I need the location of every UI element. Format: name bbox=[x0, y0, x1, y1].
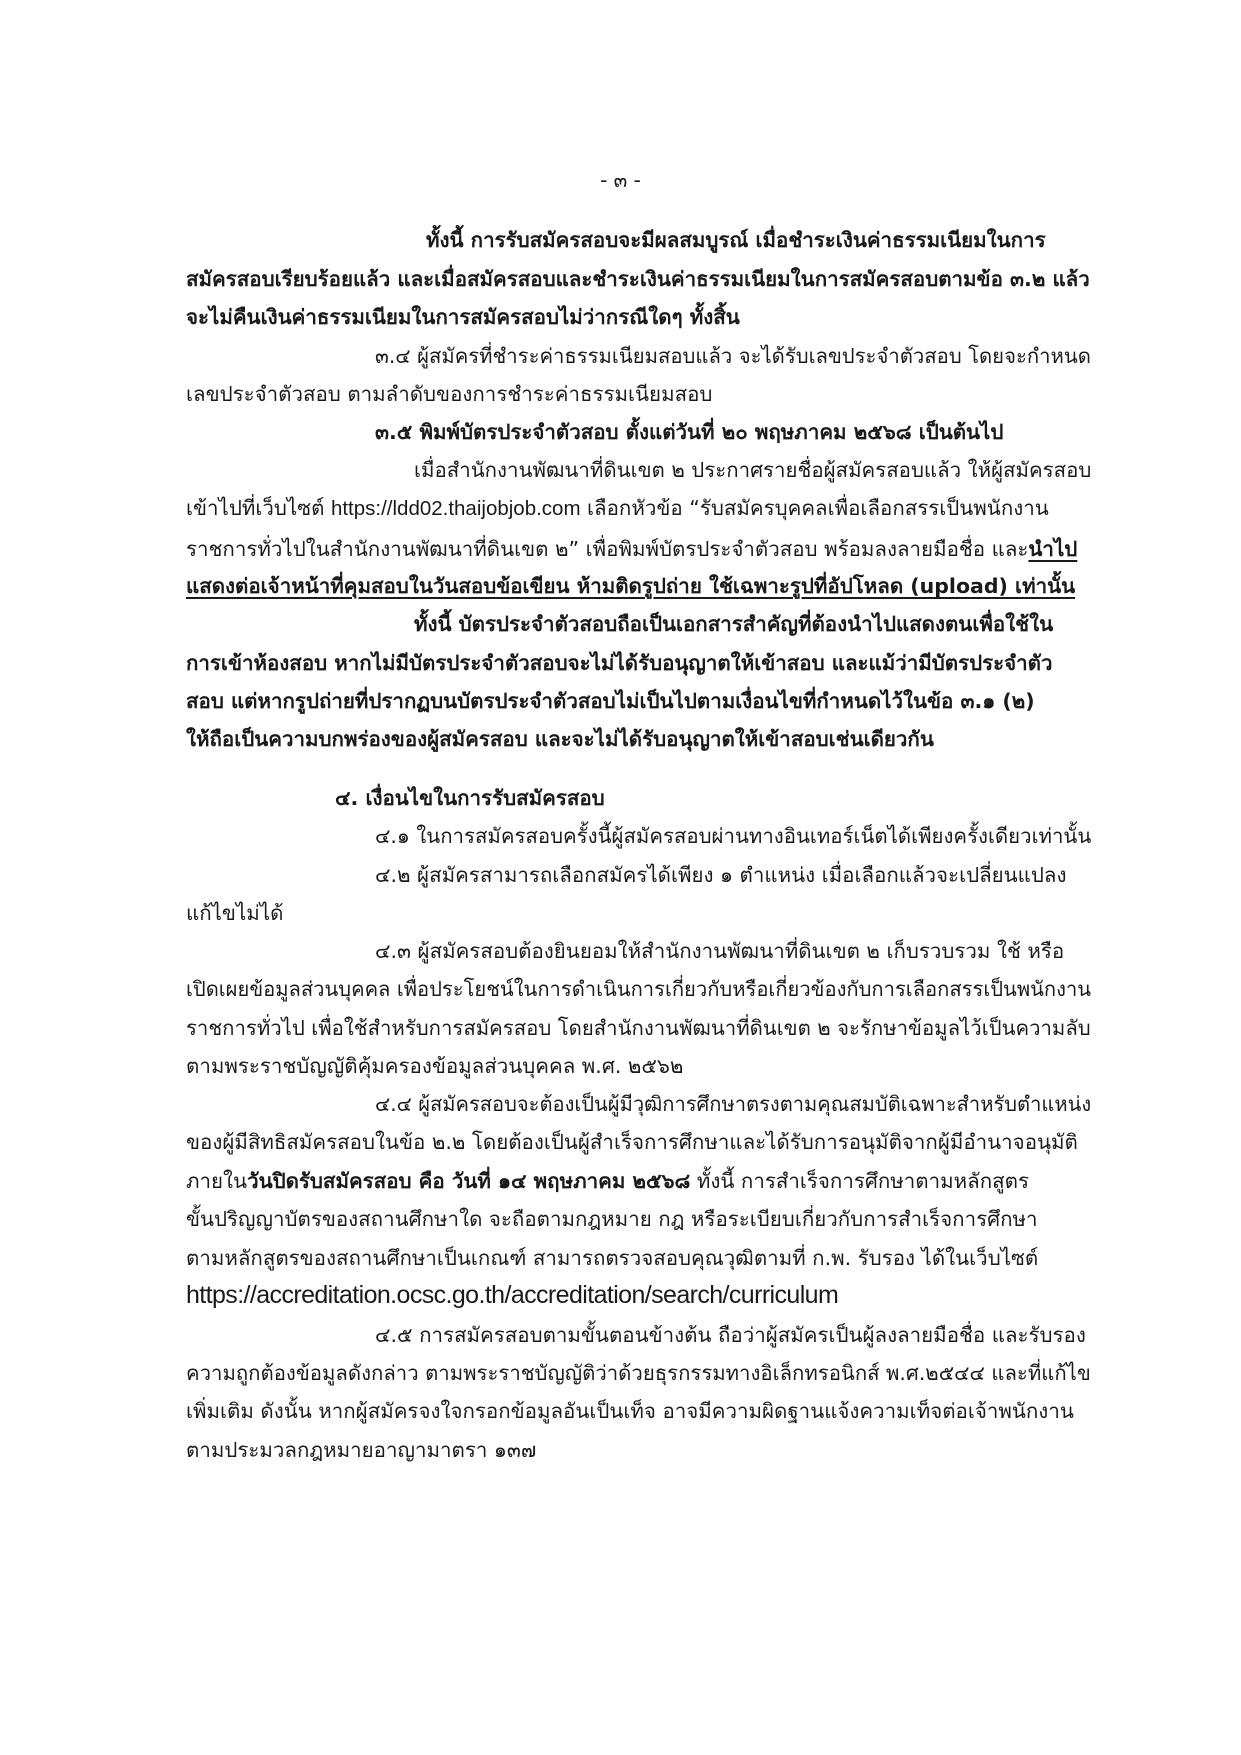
item-3-5-line-2-text: เข้าไปที่เว็บไซต์ bbox=[186, 496, 331, 520]
fee-line-1: ทั้งนี้ การรับสมัครสอบจะมีผลสมบูรณ์ เมื่อชำระเงินค่าธรรมเนียมในการ bbox=[426, 228, 1046, 252]
card-line-3: สอบ แต่หากรูปถ่ายที่ปรากฏบนบัตรประจำตัวสอบไม่เป็นไปตามเงื่อนไขที่กำหนดไว้ในข้อ ๓.๑ (๒) bbox=[186, 689, 1035, 713]
item-4-3-line-3: ราชการทั่วไป เพื่อใช้สำหรับการสมัครสอบ โดยสำนักงานพัฒนาที่ดินเขต ๒ จะรักษาข้อมูลไว้เป็นความลับ bbox=[186, 1016, 1091, 1040]
item-4-4-line-2: ของผู้มีสิทธิสมัครสอบในข้อ ๒.๒ โดยต้องเป็นผู้สำเร็จการศึกษาและได้รับการอนุมัติจากผู้มีอำนาจอนุมัติ bbox=[186, 1130, 1078, 1154]
fee-line-3: จะไม่คืนเงินค่าธรรมเนียมในการสมัครสอบไม่ว่ากรณีใดๆ ทั้งสิ้น bbox=[186, 305, 740, 329]
item-4-4-line-3 bbox=[186, 1166, 1029, 1196]
section-4-heading: ๔. เงื่อนไขในการรับสมัครสอบ bbox=[335, 786, 605, 810]
card-line-1: ทั้งนี้ บัตรประจำตัวสอบถือเป็นเอกสารสำคัญที่ต้องนำไปแสดงตนเพื่อใช้ใน bbox=[414, 612, 1054, 636]
item-4-5-line-1: ๔.๕ การสมัครสอบตามขั้นตอนข้างต้น ถือว่าผู้สมัครเป็นผู้ลงลายมือชื่อ และรับรอง bbox=[375, 1323, 1086, 1347]
item-3-4-line-1: ๓.๔ ผู้สมัครที่ชำระค่าธรรมเนียมสอบแล้ว จะได้รับเลขประจำตัวสอบ โดยจะกำหนด bbox=[375, 344, 1091, 368]
item-4-4-line-3-rest: ทั้งนี้ การสำเร็จการศึกษาตามหลักสูตร bbox=[690, 1169, 1029, 1193]
card-line-4: ให้ถือเป็นความบกพร่องของผู้สมัครสอบ และจะไม่ได้รับอนุญาตให้เข้าสอบเช่นเดียวกัน bbox=[186, 727, 934, 751]
page-number: - ๓ - bbox=[600, 168, 641, 192]
item-3-5-line-4: แสดงต่อเจ้าหน้าที่คุมสอบในวันสอบข้อเขียน ห้ามติดรูปถ่าย ใช้เฉพาะรูปที่อัปโหลด (upload) เท่านั้น bbox=[186, 574, 1076, 598]
item-3-5-line-2-rest: เลือกหัวข้อ “รับสมัครบุคคลเพื่อเลือกสรรเป็นพนักงาน bbox=[580, 496, 1049, 520]
item-4-2-line-1: ๔.๒ ผู้สมัครสามารถเลือกสมัครได้เพียง ๑ ตำแหน่ง เมื่อเลือกแล้วจะเปลี่ยนแปลง bbox=[375, 863, 1067, 887]
item-3-5-line-3-emphasis: นำไป bbox=[1028, 537, 1078, 561]
item-4-5-line-3: เพิ่มเติม ดังนั้น หากผู้สมัครจงใจกรอกข้อมูลอันเป็นเท็จ อาจมีความผิดฐานแจ้งความเท็จต่อเจ้าพนักงาน bbox=[186, 1399, 1074, 1423]
item-4-4-line-5: ตามหลักสูตรของสถานศึกษาเป็นเกณฑ์ สามารถตรวจสอบคุณวุฒิตามที่ ก.พ. รับรอง ได้ในเว็บไซต์ bbox=[186, 1246, 1039, 1270]
item-4-1: ๔.๑ ในการสมัครสอบครั้งนี้ผู้สมัครสอบผ่านทางอินเทอร์เน็ตได้เพียงครั้งเดียวเท่านั้น bbox=[375, 824, 1092, 848]
item-3-5-line-2 bbox=[186, 493, 1049, 524]
item-3-4-line-2: เลขประจำตัวสอบ ตามลำดับของการชำระค่าธรรมเนียมสอบ bbox=[186, 382, 713, 406]
thaijobjob-url[interactable]: https://ldd02.thaijobjob.com bbox=[330, 497, 581, 520]
item-4-3-line-1: ๔.๓ ผู้สมัครสอบต้องยินยอมให้สำนักงานพัฒนาที่ดินเขต ๒ เก็บรวบรวม ใช้ หรือ bbox=[375, 939, 1065, 963]
item-4-4-line-3-text: ภายใน bbox=[186, 1169, 248, 1193]
item-4-3-line-4: ตามพระราชบัญญัติคุ้มครองข้อมูลส่วนบุคคล พ.ศ. ๒๕๖๒ bbox=[186, 1054, 684, 1078]
item-3-5-line-1: เมื่อสำนักงานพัฒนาที่ดินเขต ๒ ประกาศรายชื่อผู้สมัครสอบแล้ว ให้ผู้สมัครสอบ bbox=[414, 458, 1092, 482]
item-4-4-line-1: ๔.๔ ผู้สมัครสอบจะต้องเป็นผู้มีวุฒิการศึกษาตรงตามคุณสมบัติเฉพาะสำหรับตำแหน่ง bbox=[375, 1092, 1092, 1116]
item-4-5-line-4: ตามประมวลกฎหมายอาญามาตรา ๑๓๗ bbox=[186, 1438, 537, 1462]
item-3-5-line-3 bbox=[186, 534, 1077, 564]
closing-date: วันปิดรับสมัครสอบ คือ วันที่ ๑๔ พฤษภาคม ๒๕๖๘ bbox=[247, 1169, 691, 1193]
fee-line-2: สมัครสอบเรียบร้อยแล้ว และเมื่อสมัครสอบและชำระเงินค่าธรรมเนียมในการสมัครสอบตามข้อ ๓.๒ แล้ว bbox=[186, 267, 1090, 291]
item-4-3-line-2: เปิดเผยข้อมูลส่วนบุคคล เพื่อประโยชน์ในการดำเนินการเกี่ยวกับหรือเกี่ยวข้องกับการเลือกสรรเป็นพนักงาน bbox=[186, 977, 1092, 1001]
item-3-5-heading: ๓.๕ พิมพ์บัตรประจำตัวสอบ ตั้งแต่วันที่ ๒๐ พฤษภาคม ๒๕๖๘ เป็นต้นไป bbox=[375, 420, 1004, 444]
item-4-2-line-2: แก้ไขไม่ได้ bbox=[186, 901, 284, 925]
item-3-5-line-3-text: ราชการทั่วไปในสำนักงานพัฒนาที่ดินเขต ๒” เพื่อพิมพ์บัตรประจำตัวสอบ พร้อมลงลายมือชื่อ และ bbox=[186, 537, 1029, 561]
item-4-5-line-2: ความถูกต้องข้อมูลดังกล่าว ตามพระราชบัญญัติว่าด้วยธุรกรรมทางอิเล็กทรอนิกส์ พ.ศ.๒๕๔๔ และที่แก้ไข bbox=[186, 1361, 1091, 1385]
accreditation-url[interactable]: https://accreditation.ocsc.go.th/accreditation/search/curriculum bbox=[186, 1281, 839, 1309]
card-line-2: การเข้าห้องสอบ หากไม่มีบัตรประจำตัวสอบจะไม่ได้รับอนุญาตให้เข้าสอบ และแม้ว่ามีบัตรประจำตัว bbox=[186, 651, 1053, 675]
item-4-4-line-4: ขั้นปริญญาบัตรของสถานศึกษาใด จะถือตามกฎหมาย กฎ หรือระเบียบเกี่ยวกับการสำเร็จการศึกษา bbox=[186, 1207, 1038, 1231]
